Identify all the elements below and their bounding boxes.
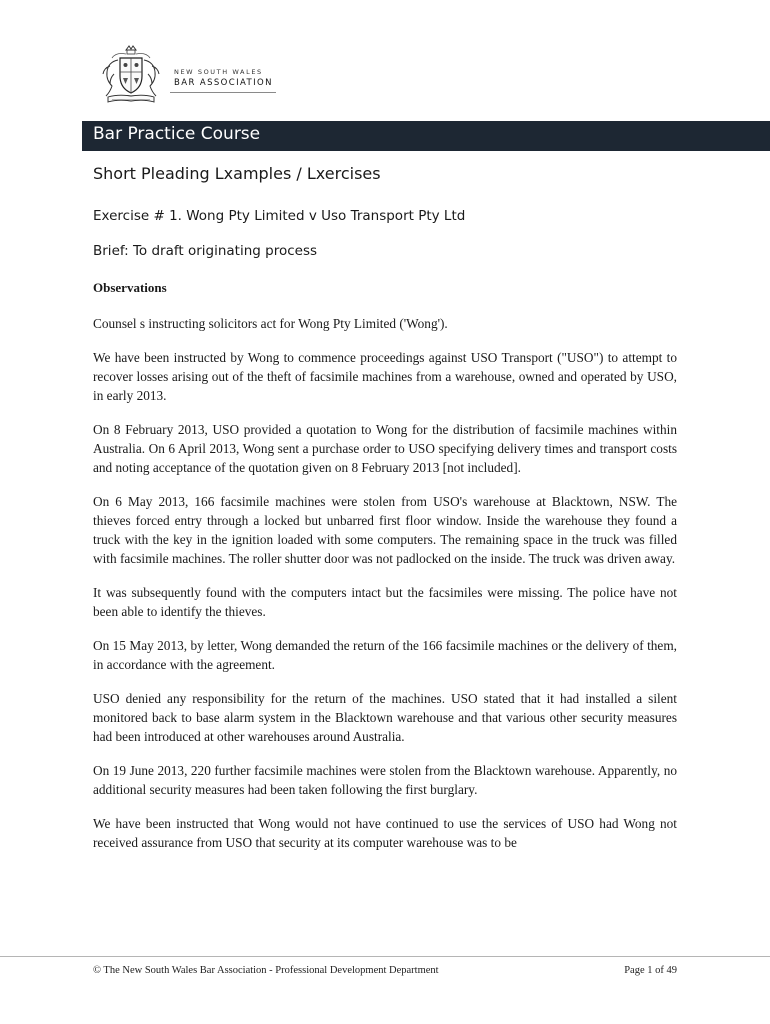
paragraph: It was subsequently found with the computers intact but the facsimiles were missing. The police have not been able to identify the thieves. <box>93 585 677 619</box>
brief-heading: Brief: To draft originating process <box>93 243 318 259</box>
association-name-line1: NEW SOUTH WALES <box>174 68 263 76</box>
paragraph: On 6 May 2013, 166 facsimile machines were stolen from USO's warehouse at Blacktown, NSW. The thieves forced entry through a locked but unbarred first floor window. Inside the warehouse they found a truck with the key in the ignition loaded with some computers. The remaining space in the truck was filled with facsimile machines. The roller shutter door was not padlocked on the inside. The truck was driven away. <box>93 494 677 566</box>
document-subtitle: Short Pleading Lxamples / Lxercises <box>93 164 381 183</box>
paragraph: We have been instructed by Wong to commence proceedings against USO Transport ("USO") to attempt to recover losses arising out of the theft of facsimile machines from a warehouse, owned and operated by USO, in early 2013. <box>93 350 677 403</box>
association-name-line2: BAR ASSOCIATION <box>174 78 273 88</box>
course-title: Bar Practice Course <box>93 124 261 144</box>
coat-of-arms-icon <box>98 44 164 106</box>
exercise-heading: Exercise # 1. Wong Pty Limited v Uso Transport Pty Ltd <box>93 208 466 224</box>
paragraph: Counsel s instructing solicitors act for Wong Pty Limited ('Wong'). <box>93 316 448 331</box>
footer-rule <box>0 956 770 957</box>
paragraph: USO denied any responsibility for the return of the machines. USO stated that it had installed a silent monitored back to base alarm system in the Blacktown warehouse and that various other security measures had been introduced at other warehouses around Australia. <box>93 691 677 744</box>
observations-heading: Observations <box>93 280 167 295</box>
paragraph: On 15 May 2013, by letter, Wong demanded the return of the 166 facsimile machines or the delivery of them, in accordance with the agreement. <box>93 638 677 672</box>
course-banner <box>82 121 770 151</box>
footer-copyright: © The New South Wales Bar Association - Professional Development Department <box>93 965 439 976</box>
header-rule <box>170 92 276 93</box>
paragraph: On 8 February 2013, USO provided a quotation to Wong for the distribution of facsimile machines within Australia. On 6 April 2013, Wong sent a purchase order to USO specifying delivery times and transport costs and noting acceptance of the quotation given on 8 February 2013 [not included]. <box>93 422 677 475</box>
page-number: Page 1 of 49 <box>624 965 677 976</box>
paragraph: We have been instructed that Wong would not have continued to use the services of USO had Wong not received assurance from USO that security at its computer warehouse was to be <box>93 816 677 850</box>
paragraph: On 19 June 2013, 220 further facsimile machines were stolen from the Blacktown warehouse. Apparently, no additional security measures had been taken following the first burglary. <box>93 763 677 797</box>
document-body <box>93 314 677 867</box>
page-header <box>98 44 278 108</box>
